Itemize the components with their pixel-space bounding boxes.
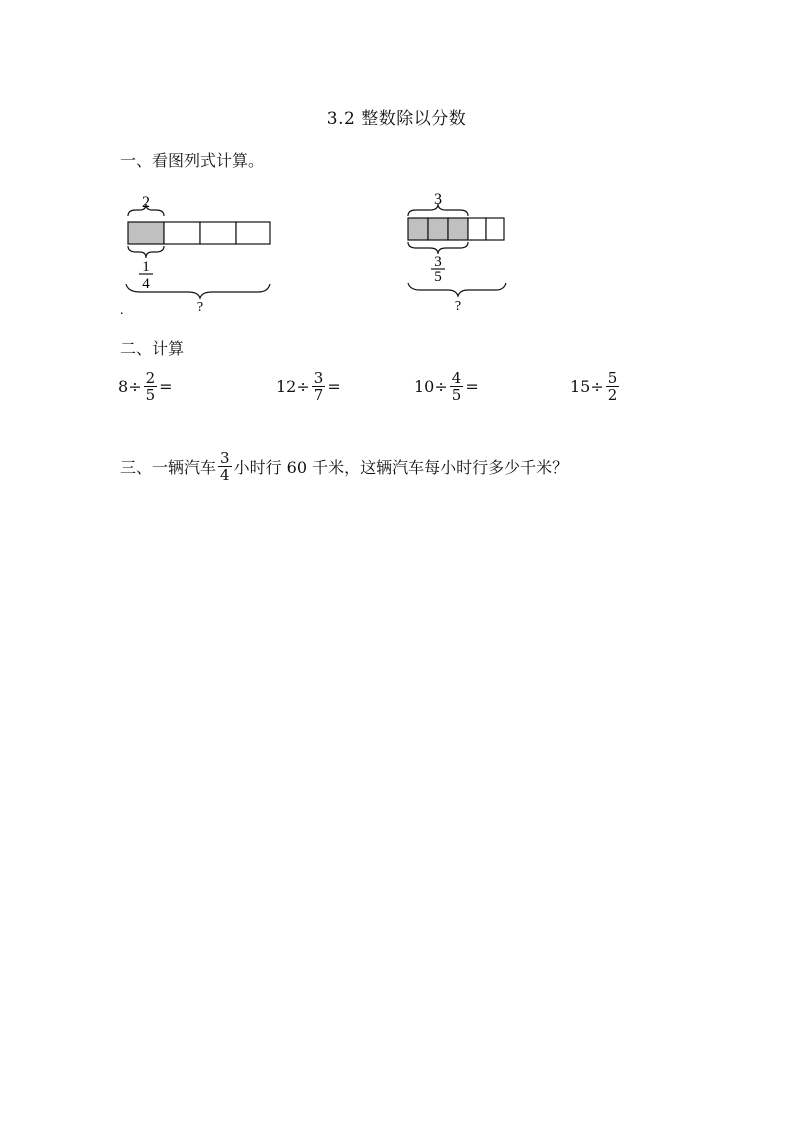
cell-shaded bbox=[448, 218, 468, 240]
top-label: 2 bbox=[142, 194, 150, 211]
fraction-den: 4 bbox=[220, 466, 230, 484]
question-prefix: 三、一辆汽车 bbox=[120, 458, 217, 477]
fraction-den: 5 bbox=[145, 386, 156, 404]
stray-dot: . bbox=[120, 303, 124, 318]
question-mark: ? bbox=[454, 299, 462, 314]
page-title: 3.2 整数除以分数 bbox=[326, 109, 467, 129]
fraction bbox=[606, 370, 620, 403]
whole-number: 15 bbox=[570, 377, 591, 396]
fraction-num: 2 bbox=[145, 369, 156, 387]
fraction-num: 4 bbox=[451, 369, 462, 387]
fraction-num: 5 bbox=[607, 369, 618, 387]
section2-heading: 二、计算 bbox=[120, 339, 185, 358]
cell bbox=[486, 218, 504, 240]
fraction-den: 4 bbox=[142, 276, 150, 292]
fraction-den: 2 bbox=[607, 386, 618, 404]
top-label: 3 bbox=[434, 191, 442, 208]
fraction-den: 5 bbox=[451, 386, 462, 404]
problem-4 bbox=[570, 370, 621, 403]
problem-3 bbox=[414, 370, 479, 403]
cell bbox=[200, 222, 236, 244]
divide-sign: ÷ bbox=[296, 377, 310, 396]
fraction-num: 1 bbox=[142, 259, 150, 275]
fraction-den: 5 bbox=[434, 269, 442, 285]
equals-sign: = bbox=[327, 377, 341, 396]
cell-shaded bbox=[408, 218, 428, 240]
diagram-1 bbox=[118, 190, 278, 324]
whole-number: 8 bbox=[118, 377, 129, 396]
divide-sign: ÷ bbox=[128, 377, 142, 396]
whole-number: 12 bbox=[276, 377, 297, 396]
problem-2 bbox=[276, 370, 341, 403]
fraction-num: 3 bbox=[434, 254, 442, 270]
divide-sign: ÷ bbox=[434, 377, 448, 396]
bottom-small-brace bbox=[128, 246, 164, 258]
question-mark: ? bbox=[196, 300, 204, 315]
fraction-num: 3 bbox=[313, 369, 324, 387]
fraction bbox=[450, 370, 464, 403]
section1-heading: 一、看图列式计算。 bbox=[120, 151, 265, 170]
fraction bbox=[312, 370, 326, 403]
section3-question bbox=[120, 450, 568, 483]
fraction-den: 7 bbox=[313, 386, 324, 404]
cell bbox=[164, 222, 200, 244]
diagram-2 bbox=[400, 186, 520, 320]
question-suffix: 小时行 60 千米，这辆汽车每小时行多少千米？ bbox=[233, 458, 569, 477]
divide-sign: ÷ bbox=[590, 377, 604, 396]
fraction bbox=[144, 370, 158, 403]
whole-brace bbox=[408, 283, 506, 296]
cell-shaded bbox=[128, 222, 164, 244]
bottom-small-brace bbox=[408, 242, 468, 254]
cell bbox=[236, 222, 270, 244]
equals-sign: = bbox=[465, 377, 479, 396]
cell-shaded bbox=[428, 218, 448, 240]
problem-1 bbox=[118, 370, 173, 403]
fraction-num: 3 bbox=[220, 449, 230, 467]
equals-sign: = bbox=[159, 377, 173, 396]
cell bbox=[468, 218, 486, 240]
whole-number: 10 bbox=[414, 377, 435, 396]
fraction bbox=[218, 450, 232, 483]
